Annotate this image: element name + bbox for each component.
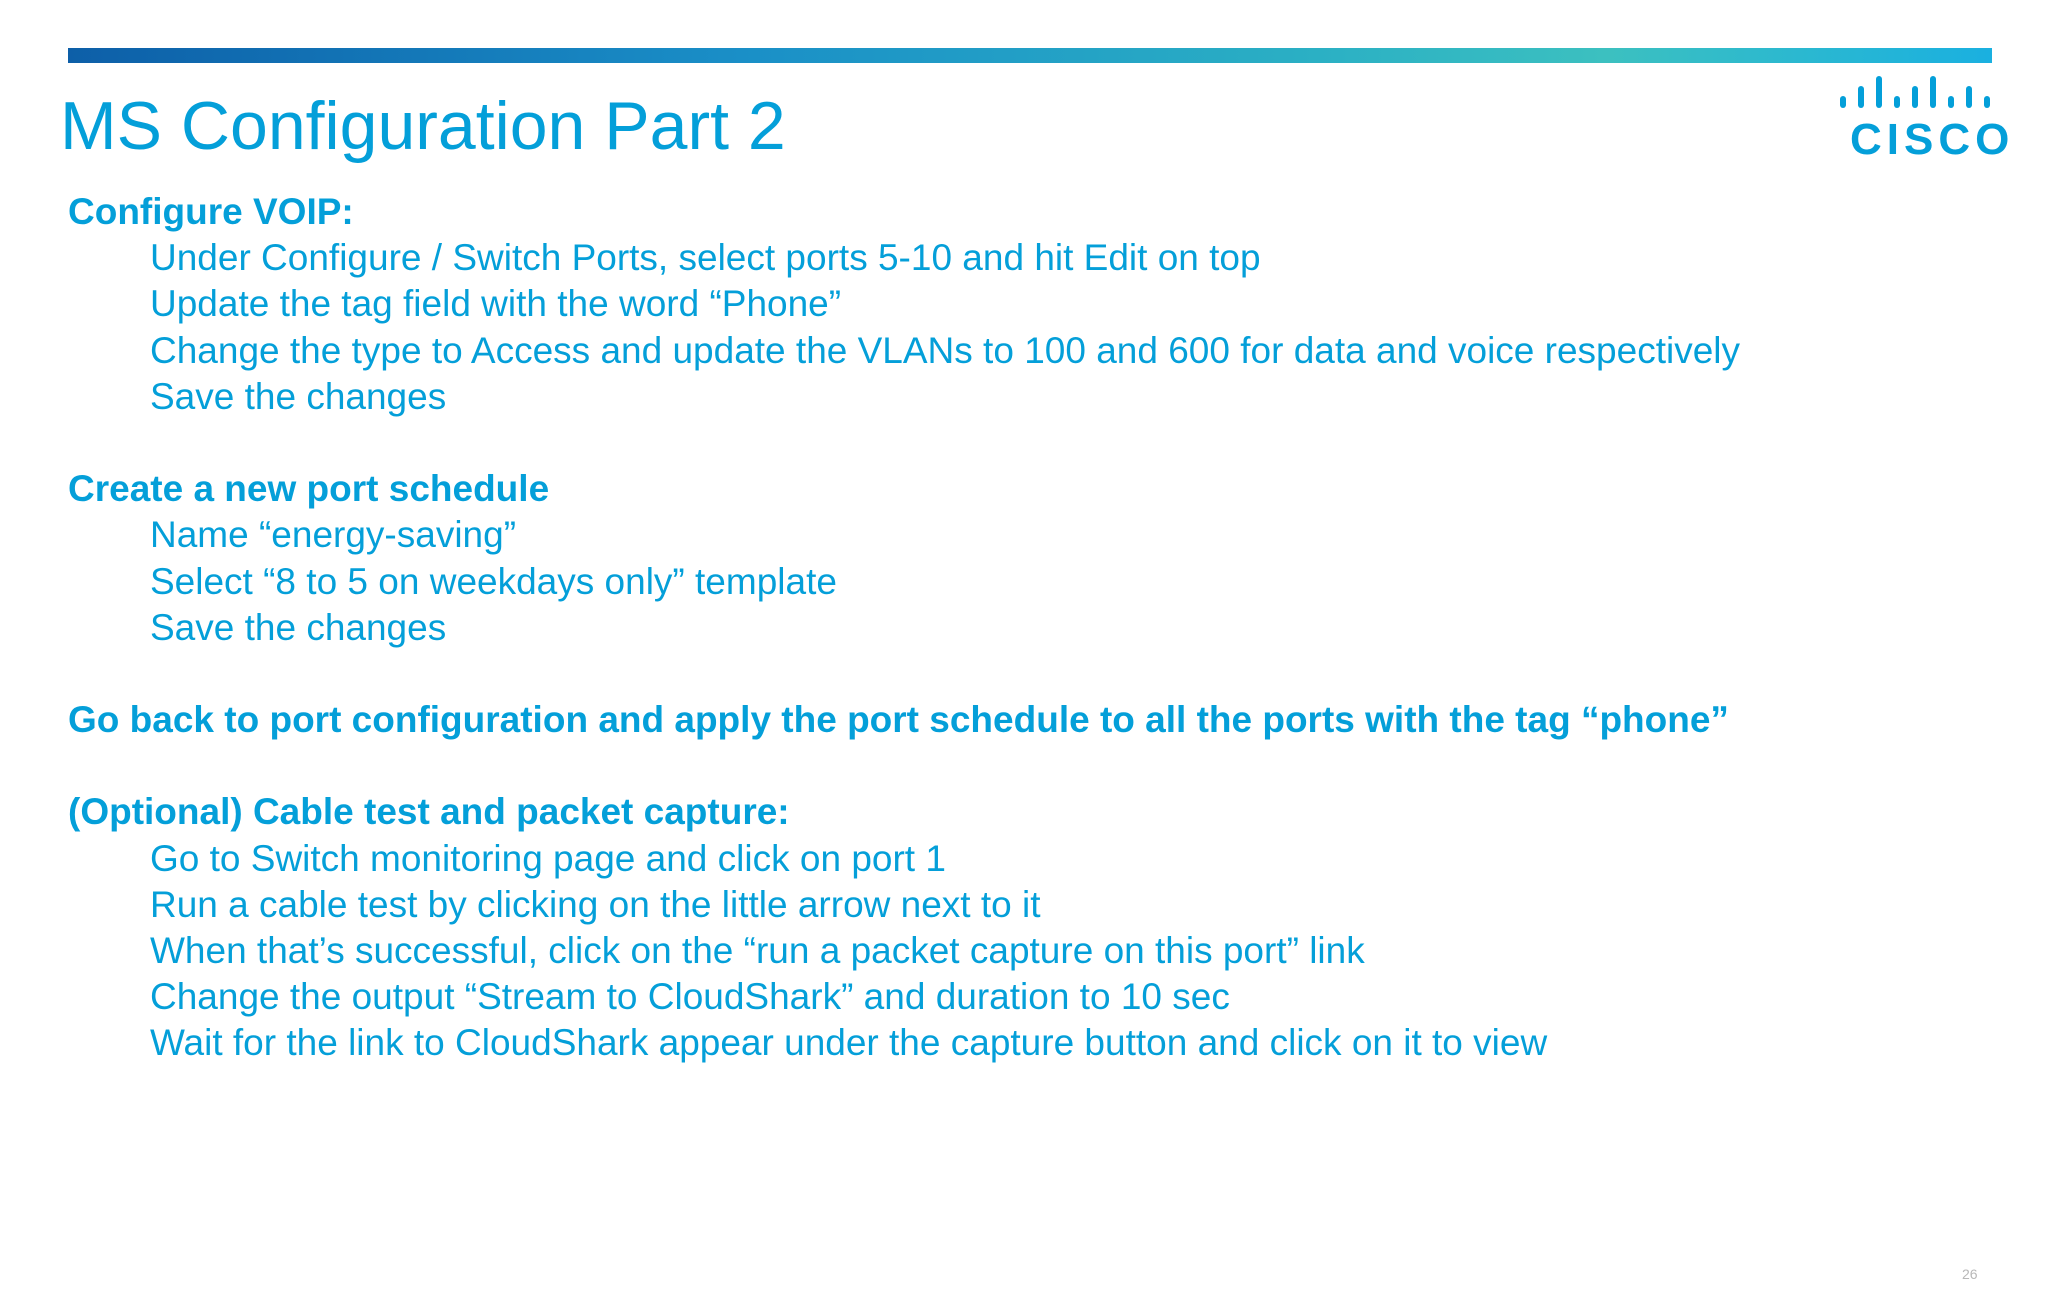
cisco-logo [1838, 74, 2015, 164]
slide-title: MS Configuration Part 2 [60, 88, 786, 164]
cisco-wordmark: CISCO [1850, 115, 2015, 164]
list-item: Under Configure / Switch Ports, select ports 5-10 and hit Edit on top [150, 237, 1261, 279]
section-heading-port-schedule: Create a new port schedule [68, 468, 550, 510]
cisco-bridge-bars-icon [1838, 74, 1998, 114]
list-item: Go to Switch monitoring page and click on port 1 [150, 837, 946, 879]
list-item: Save the changes [150, 606, 447, 648]
section-heading-cable-test: (Optional) Cable test and packet capture: [68, 791, 790, 833]
list-item: Update the tag field with the word “Phone” [150, 283, 842, 325]
page-number: 26 [1962, 1266, 1978, 1282]
list-item: Select “8 to 5 on weekdays only” template [150, 560, 837, 602]
list-item: Save the changes [150, 375, 447, 417]
section-heading-voip: Configure VOIP: [68, 191, 354, 232]
spacer [68, 420, 1968, 466]
list-item: Run a cable test by clicking on the little arrow next to it [150, 883, 1041, 925]
list-item: Change the output “Stream to CloudShark” and duration to 10 sec [150, 976, 1230, 1018]
spacer [68, 743, 1968, 789]
list-item: Change the type to Access and update the VLANs to 100 and 600 for data and voice respectively [150, 329, 1741, 371]
section-heading-apply-schedule: Go back to port configuration and apply the port schedule to all the ports with the tag “phone” [68, 699, 1729, 741]
list-item: When that’s successful, click on the “run a packet capture on this port” link [150, 930, 1365, 971]
list-item: Wait for the link to CloudShark appear under the capture button and click on it to view [150, 1022, 1548, 1064]
slide-body [68, 189, 1968, 1067]
header-gradient-bar [68, 48, 1992, 63]
list-item: Name “energy-saving” [150, 514, 517, 556]
spacer [68, 651, 1968, 697]
